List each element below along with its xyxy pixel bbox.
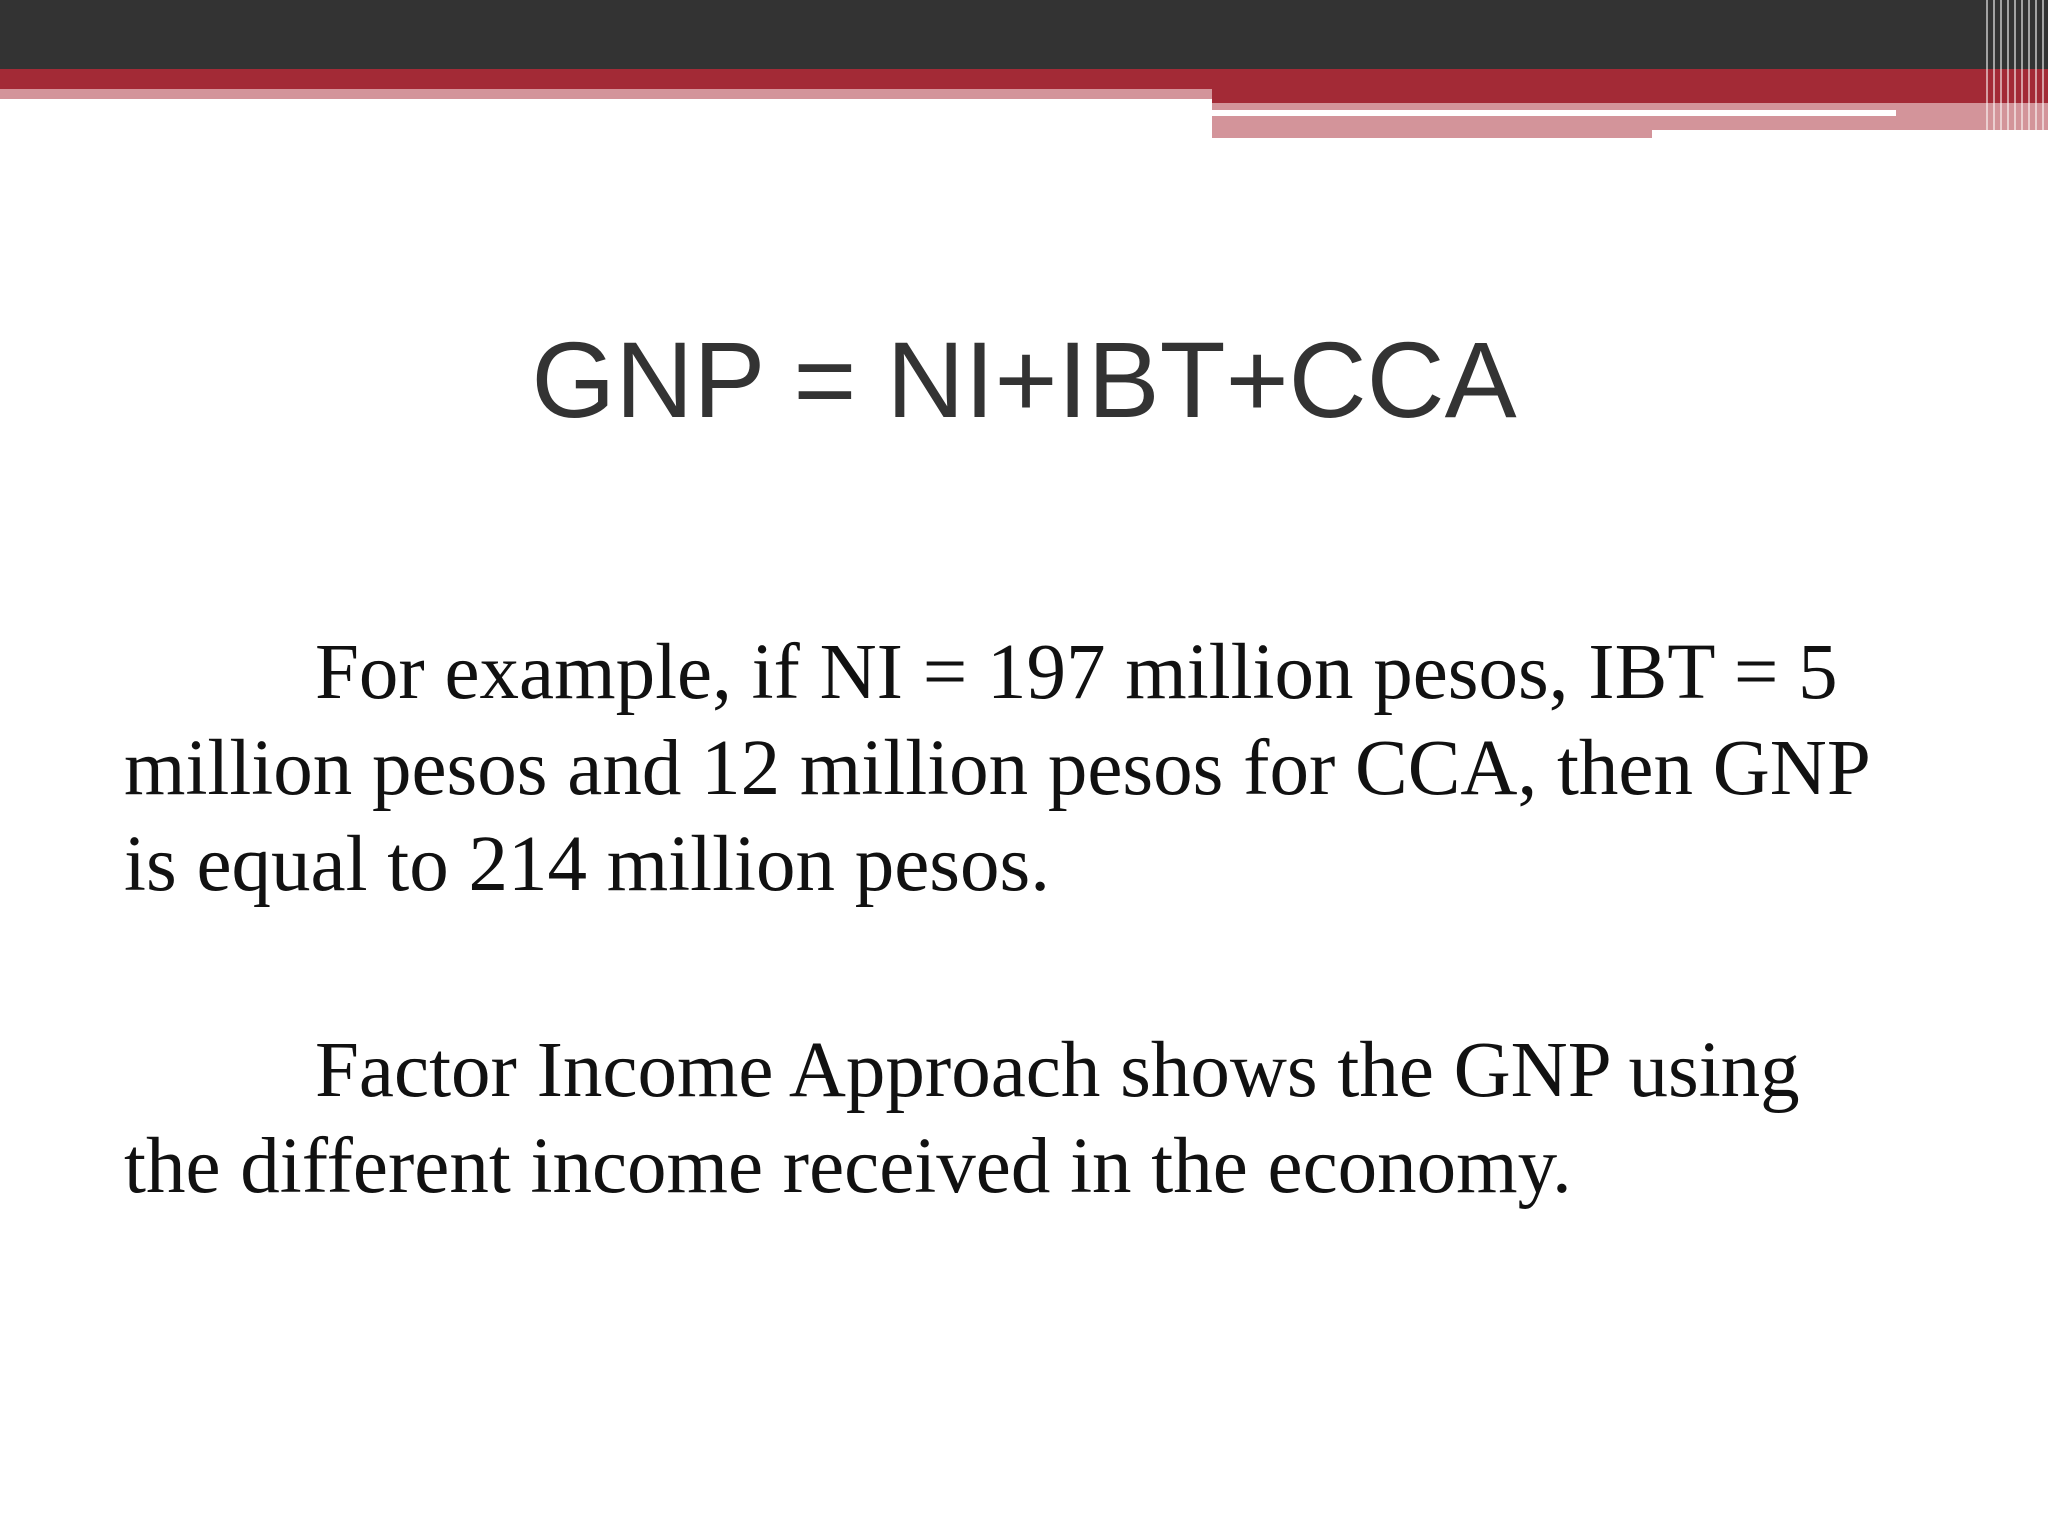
header-white-line [1212, 110, 1896, 116]
header-vertical-stripes [1986, 0, 2048, 138]
header-dark-bar [0, 0, 2048, 69]
slide-title: GNP = NI+IBT+CCA [531, 319, 1517, 440]
header-pink-stripe-left [0, 89, 1212, 99]
header-red-stripe-right [1212, 89, 2048, 103]
header-red-stripe [0, 69, 2048, 89]
body-paragraph-factor-income: Factor Income Approach shows the GNP using the different income received in the economy. [124, 1027, 1800, 1210]
body-paragraph-example: For example, if NI = 197 million pesos, IBT = 5 million pesos and 12 million pesos for CCA, then GNP is equal to 214 million pesos. [124, 629, 1868, 908]
